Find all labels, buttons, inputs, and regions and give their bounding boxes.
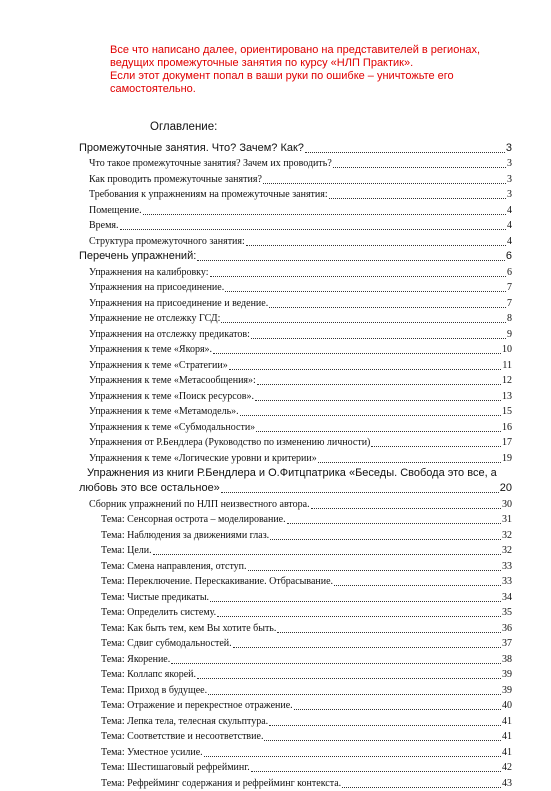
toc-entry-page: 30 [502,498,512,510]
toc-entry[interactable] [79,682,512,698]
toc-entry[interactable] [79,202,512,218]
toc-entry-title: Время. [89,220,119,231]
toc-dot-leader [333,167,506,168]
toc-entry[interactable] [79,589,512,605]
toc-entry[interactable] [79,651,512,667]
toc-entry-title: Структура промежуточного занятия: [89,235,245,247]
toc-entry-page: 16 [502,421,512,433]
toc-entry-title: Тема: Сдвиг субмодальностей. [101,638,232,649]
toc-entry-title: Тема: Лепка тела, телесная скульптура. [101,715,269,727]
toc-entry-title: Помещение. [89,204,142,216]
toc-dot-leader [257,384,501,385]
toc-entry[interactable] [79,729,512,745]
toc-entry-page: 4 [507,235,512,247]
toc-dot-leader [221,322,506,323]
toc-dot-leader [143,214,506,215]
toc-dot-leader [221,492,499,493]
toc-dot-leader [204,756,501,757]
toc-entry-wrapped[interactable] [79,466,512,497]
toc-entry[interactable] [79,744,512,760]
toc-entry-page: 34 [502,591,512,603]
toc-entry-title: Упражнения к теме «Субмодальности» [89,421,256,433]
toc-entry-page: 3 [507,189,512,200]
toc-entry-page: 38 [502,653,512,665]
toc-entry-page: 39 [502,684,512,696]
toc-entry-page: 32 [502,545,512,556]
toc-entry[interactable] [79,156,512,172]
toc-entry-title: Тема: Рефрейминг содержания и рефрейминг контекста. [101,777,342,789]
toc-entry[interactable] [79,311,512,327]
toc-entry[interactable] [79,388,512,404]
toc-entry-page: 11 [502,359,512,371]
toc-entry-title: Тема: Уместное усилие. [101,746,203,758]
toc-entry-page: 40 [502,700,512,711]
toc-entry[interactable] [79,775,512,791]
toc-dot-leader [255,400,501,401]
toc-entry-page: 12 [502,375,512,386]
toc-entry-title: Тема: Чистые предикаты. [101,591,210,603]
toc-entry-title: Тема: Наблюдения за движениями глаз. [101,529,270,541]
toc-entry-page: 19 [502,452,512,464]
toc-entry-title: Упражнения к теме «Логические уровни и критерии» [89,452,317,464]
toc-dot-leader [269,725,501,726]
toc-entry-page: 7 [507,282,512,293]
toc-entry-page: 20 [499,482,512,494]
notice-line: Если этот документ попал в ваши руки по ошибке – уничтожьте его [110,70,454,82]
toc-entry-title: Упражнения на калибровку: [89,266,209,278]
toc-entry[interactable] [79,527,512,543]
toc-entry[interactable] [79,450,512,466]
toc-entry-title: Тема: Цели. [101,545,152,556]
toc-dot-leader [171,663,501,664]
toc-entry-title: Упражнения к теме «Якоря». [89,344,213,355]
toc-entry-page: 3 [505,141,512,154]
toc-entry-page: 4 [507,204,512,216]
toc-dot-leader [210,276,506,277]
toc-entry-title-continued: любовь это все остальное» [79,482,220,494]
toc-dot-leader [229,369,502,370]
toc-heading: Оглавление: [150,121,218,133]
toc-entry-title: Упражнения к теме «Метамодель». [89,406,239,417]
toc-entry-title: Сборник упражнений по НЛП неизвестного автора. [89,498,310,510]
toc-entry[interactable] [79,326,512,342]
toc-entry[interactable] [79,357,512,373]
toc-dot-leader [371,446,501,447]
toc-dot-leader [120,229,506,230]
toc-entry[interactable] [79,264,512,280]
notice-block [110,44,510,96]
toc-entry-page: 10 [502,344,512,355]
toc-dot-leader [311,508,501,509]
toc-entry-title: Тема: Шестишаговый рефрейминг. [101,762,250,773]
toc-entry-page: 37 [502,638,512,649]
toc-dot-leader [251,771,501,772]
toc-entry-page: 33 [502,560,512,572]
toc-entry[interactable] [79,171,512,187]
toc-dot-leader [246,245,506,246]
toc-entry-page: 7 [507,297,512,309]
toc-dot-leader [251,338,506,339]
toc-entry[interactable] [79,419,512,435]
toc-entry[interactable] [79,233,512,249]
toc-entry-title: Тема: Смена направления, отступ. [101,560,247,572]
toc-entry-title: Тема: Как быть тем, кем Вы хотите быть. [101,622,277,634]
toc-entry-page: 31 [502,514,512,525]
toc-entry-page: 9 [507,328,512,340]
toc-entry-page: 39 [502,669,512,680]
toc-entry-title: Упражнения от Р.Бендлера (Руководство по изменению личности) [89,437,371,448]
toc-dot-leader [334,585,501,586]
toc-entry[interactable] [79,574,512,590]
toc-entry[interactable] [79,620,512,636]
toc-dot-leader [256,431,501,432]
toc-dot-leader [197,678,501,679]
toc-entry-title: Упражнения из книги Р.Бендлера и О.Фитцпатрика «Беседы. Свобода это все, а [87,466,497,479]
toc-entry[interactable] [79,636,512,652]
toc-entry-title: Что такое промежуточные занятия? Зачем их проводить? [89,158,332,169]
toc-entry-title: Тема: Определить систему. [101,607,217,618]
toc-entry-page: 6 [505,250,512,262]
toc-entry-page: 15 [502,406,512,417]
toc-entry[interactable] [79,605,512,621]
toc-entry-page: 35 [502,607,512,618]
toc-entry-title: Тема: Приход в будущее. [101,684,208,696]
toc-entry-title: Упражнения на отслежку предикатов: [89,328,250,340]
toc-dot-leader [213,353,501,354]
toc-entry-title: Тема: Якорение. [101,653,171,665]
toc-dot-leader [248,570,501,571]
toc-entry-title: Промежуточные занятия. Что? Зачем? Как? [79,141,304,154]
toc-dot-leader [277,632,501,633]
toc-entry-title: Требования к упражнениям на промежуточные занятия: [89,189,328,200]
toc-entry-title: Как проводить промежуточные занятия? [89,173,262,185]
toc-entry[interactable] [79,558,512,574]
toc-entry-title: Тема: Отражение и перекрестное отражение. [101,700,293,711]
toc-dot-leader [263,183,506,184]
toc-entry[interactable] [79,496,512,512]
toc-entry[interactable] [79,295,512,311]
toc-dot-leader [305,152,505,153]
toc-entry[interactable] [79,218,512,234]
toc-entry-title: Тема: Соответствие и несоответствие. [101,731,264,742]
toc-dot-leader [225,291,506,292]
toc-entry-page: 32 [502,529,512,541]
toc-entry-page: 8 [507,313,512,324]
toc-entry-page: 3 [507,158,512,169]
toc-entry[interactable] [79,140,512,156]
toc-entry[interactable] [79,373,512,389]
toc-entry-title: Упражнения к теме «Метасообщения»: [89,375,256,386]
toc-entry[interactable] [79,512,512,528]
toc-dot-leader [197,260,505,261]
toc-entry-page: 41 [502,746,512,758]
table-of-contents [79,140,512,791]
toc-entry-page: 3 [507,173,512,185]
toc-dot-leader [318,462,501,463]
toc-dot-leader [294,709,501,710]
toc-dot-leader [217,616,501,617]
toc-dot-leader [240,415,501,416]
toc-entry-page: 36 [502,622,512,634]
toc-dot-leader [342,787,501,788]
toc-entry-title: Тема: Коллапс якорей. [101,669,196,680]
toc-dot-leader [153,554,501,555]
toc-entry-page: 41 [502,731,512,742]
toc-entry[interactable] [79,187,512,203]
toc-entry-page: 33 [502,576,512,587]
notice-line: самостоятельно. [110,83,196,95]
toc-entry-title: Тема: Сенсорная острота – моделирование. [101,514,286,525]
toc-entry-title: Упражнения на присоединение и ведение. [89,297,269,309]
toc-entry[interactable] [79,698,512,714]
toc-dot-leader [269,307,506,308]
toc-entry[interactable] [79,760,512,776]
toc-dot-leader [329,198,506,199]
toc-dot-leader [233,647,501,648]
toc-entry[interactable] [79,404,512,420]
toc-entry-page: 6 [507,266,512,278]
toc-entry-title: Упражнения к теме «Поиск ресурсов». [89,390,254,402]
toc-entry[interactable] [79,342,512,358]
toc-dot-leader [270,539,501,540]
notice-line: Все что написано далее, ориентировано на представителей в регионах, [110,44,481,56]
toc-entry[interactable] [79,713,512,729]
toc-entry-page: 41 [502,715,512,727]
toc-entry-page: 43 [502,777,512,789]
toc-dot-leader [210,601,501,602]
toc-dot-leader [287,523,501,524]
toc-entry[interactable] [79,280,512,296]
toc-entry-title: Перечень упражнений: [79,250,197,262]
toc-dot-leader [208,694,501,695]
toc-entry-title: Тема: Переключение. Перескакивание. Отбрасывание. [101,576,334,587]
toc-entry-title: Упражнения к теме «Стратегии» [89,359,228,371]
toc-entry-page: 13 [502,390,512,402]
toc-entry-page: 17 [502,437,512,448]
toc-entry[interactable] [79,667,512,683]
toc-entry-title: Упражнения на присоединение. [89,282,225,293]
toc-entry[interactable] [79,543,512,559]
toc-entry[interactable] [79,249,512,265]
toc-entry-page: 42 [502,762,512,773]
toc-entry-page: 4 [507,220,512,231]
toc-entry[interactable] [79,435,512,451]
toc-dot-leader [264,740,501,741]
toc-entry-title: Упражнение не отслежку ГСД: [89,313,221,324]
notice-line: ведущих промежуточные занятия по курсу «НЛП Практик». [110,57,414,69]
